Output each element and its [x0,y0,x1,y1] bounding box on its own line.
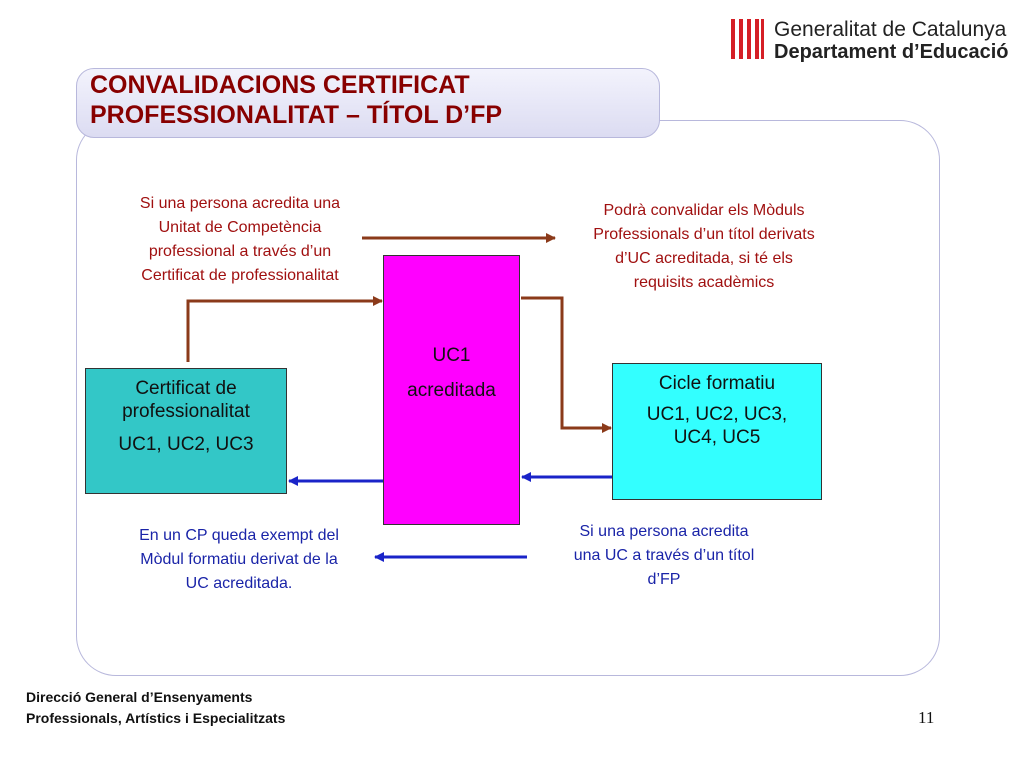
note-top-left [84,192,396,288]
logo-line-1: Generalitat de Catalunya [774,18,1007,41]
note-top-left-line: Unitat de Competència [158,219,322,236]
cycle-box-line-2: UC1, UC2, UC3, [646,404,788,425]
certificate-box [85,368,287,494]
uc1-box [383,255,520,525]
uc1-box-line-2: acreditada [407,380,496,401]
note-bottom-right [538,520,790,592]
note-top-right-line: Professionals d’un títol derivats [593,226,815,243]
note-top-left-line: professional a través d’un [148,243,332,260]
note-bottom-right-line: Si una persona acredita [579,523,749,540]
cycle-box [612,363,822,500]
page-title-line-2: PROFESSIONALITAT – TÍTOL D’FP [90,101,503,129]
certificate-box-line-1: Certificat de [135,378,237,399]
footer-line-2: Professionals, Artístics i Especialitzats [26,710,286,726]
note-top-right [546,199,862,295]
note-bottom-left-line: UC acreditada. [185,575,293,592]
uc1-box-line-1: UC1 [432,345,471,366]
note-bottom-left-line: Mòdul formatiu derivat de la [140,551,338,568]
note-bottom-left [108,524,370,596]
note-bottom-left-line: En un CP queda exempt del [139,527,339,544]
note-top-right-line: requisits acadèmics [633,274,775,291]
arrow-uc1-to-cycle [521,298,611,428]
logo-line-2: Departament d’Educació [774,41,1009,63]
cycle-box-line-1: Cicle formatiu [658,373,776,394]
note-bottom-right-line: d’FP [647,571,681,588]
note-bottom-right-line: una UC a través d’un títol [573,547,755,564]
page-number: 11 [918,708,935,727]
footer-line-1: Direcció General d’Ensenyaments [26,689,253,705]
certificate-box-line-2: professionalitat [122,401,250,422]
cycle-box-line-3: UC4, UC5 [673,427,761,448]
note-top-right-line: Podrà convalidar els Mòduls [603,202,805,219]
note-top-left-line: Si una persona acredita una [139,195,341,212]
arrow-certificate-to-uc1 [188,301,382,362]
certificate-box-line-3: UC1, UC2, UC3 [118,434,254,455]
note-top-right-line: d’UC acreditada, si té els [615,250,793,267]
note-top-left-line: Certificat de professionalitat [141,267,339,284]
page-title-line-1: CONVALIDACIONS CERTIFICAT [90,71,470,99]
